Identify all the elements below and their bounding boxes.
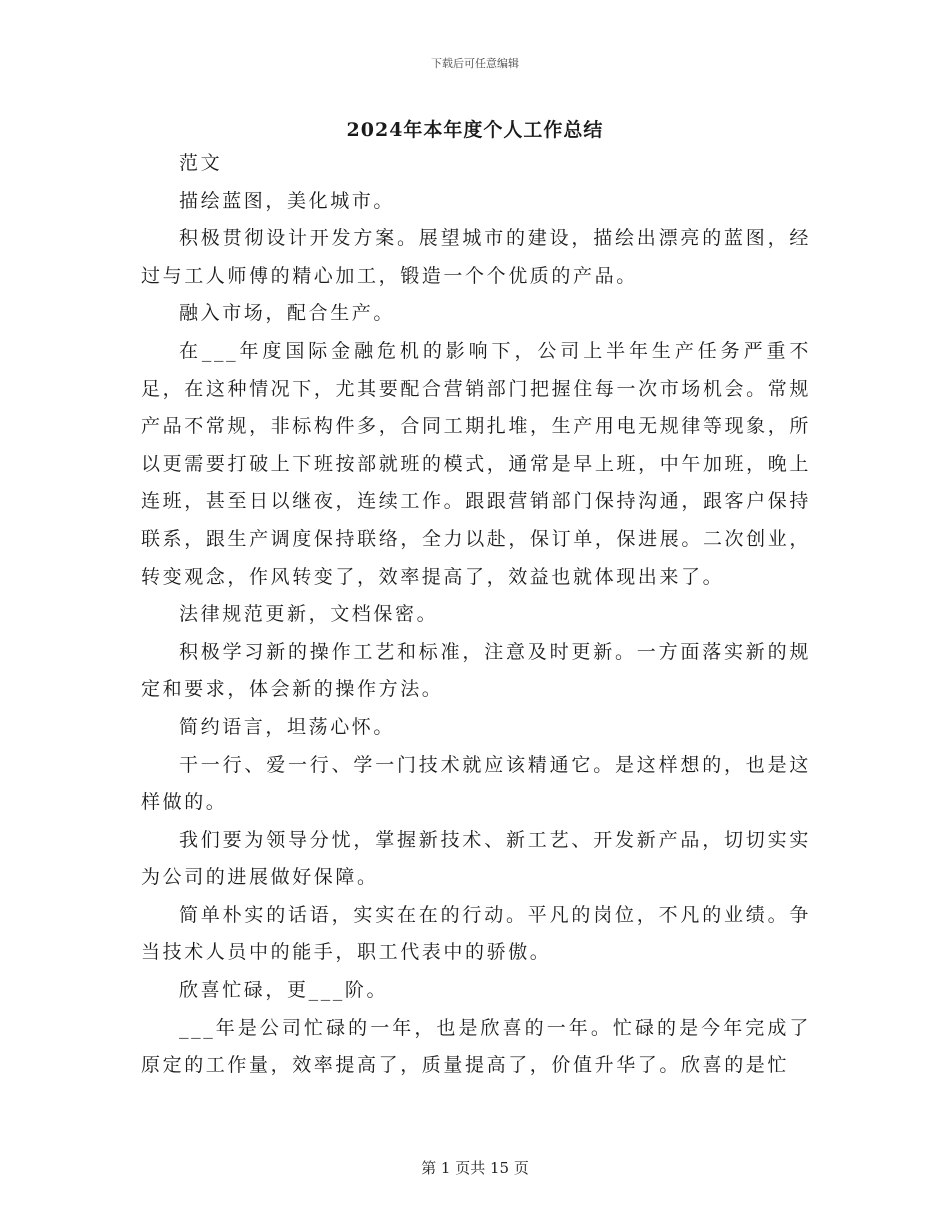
page-number: 第 1 页共 15 页 [421, 1159, 529, 1177]
paragraph: 法律规范更新，文档保密。 [179, 603, 439, 626]
document-title: 2024年本年度个人工作总结 [346, 119, 604, 141]
paragraph: 描绘蓝图，美化城市。 [179, 189, 396, 212]
paragraph: ___年是公司忙碌的一年，也是欣喜的一年。忙碌的是今年完成了原定的工作量，效率提高了，质量提高了，价值升华了。欣喜的是忙 [141, 1016, 811, 1077]
paragraph: 在___年度国际金融危机的影响下，公司上半年生产任务严重不足，在这种情况下，尤其要配合营销部门把握住每一次市场机会。常规产品不常规，非标构件多，合同工期扎堆，生产用电无规律等现象，所以更需要打破上下班按部就班的模式，通常是早上班，中午加班，晚上连班，甚至日以继夜，连续工作。跟跟营销部门保持沟通，跟客户保持联系，跟生产调度保持联络，全力以赴，保订单，保进展。二次创业，转变观念，作风转变了，效率提高了，效益也就体现出来了。 [141, 339, 811, 588]
paragraph: 积极贯彻设计开发方案。展望城市的建设，描绘出漂亮的蓝图，经过与工人师傅的精心加工，锻造一个个优质的产品。 [141, 227, 811, 287]
paragraph: 范文 [179, 152, 223, 174]
paragraph: 我们要为领导分忧，掌握新技术、新工艺、开发新产品，切切实实为公司的进展做好保障。 [141, 828, 811, 889]
document-body [141, 145, 811, 1085]
paragraph: 积极学习新的操作工艺和标准，注意及时更新。一方面落实新的规定和要求，体会新的操作方法。 [141, 640, 811, 701]
paragraph: 欣喜忙碌，更___阶。 [179, 979, 389, 1002]
paragraph: 简单朴实的话语，实实在在的行动。平凡的岗位，不凡的业绩。争当技术人员中的能手，职工代表中的骄傲。 [141, 903, 811, 964]
header-note: 下载后可任意编辑 [431, 57, 519, 70]
paragraph: 简约语言，坦荡心怀。 [179, 715, 396, 738]
paragraph: 干一行、爱一行、学一门技术就应该精通它。是这样想的，也是这样做的。 [141, 753, 811, 814]
paragraph: 融入市场，配合生产。 [179, 302, 396, 325]
